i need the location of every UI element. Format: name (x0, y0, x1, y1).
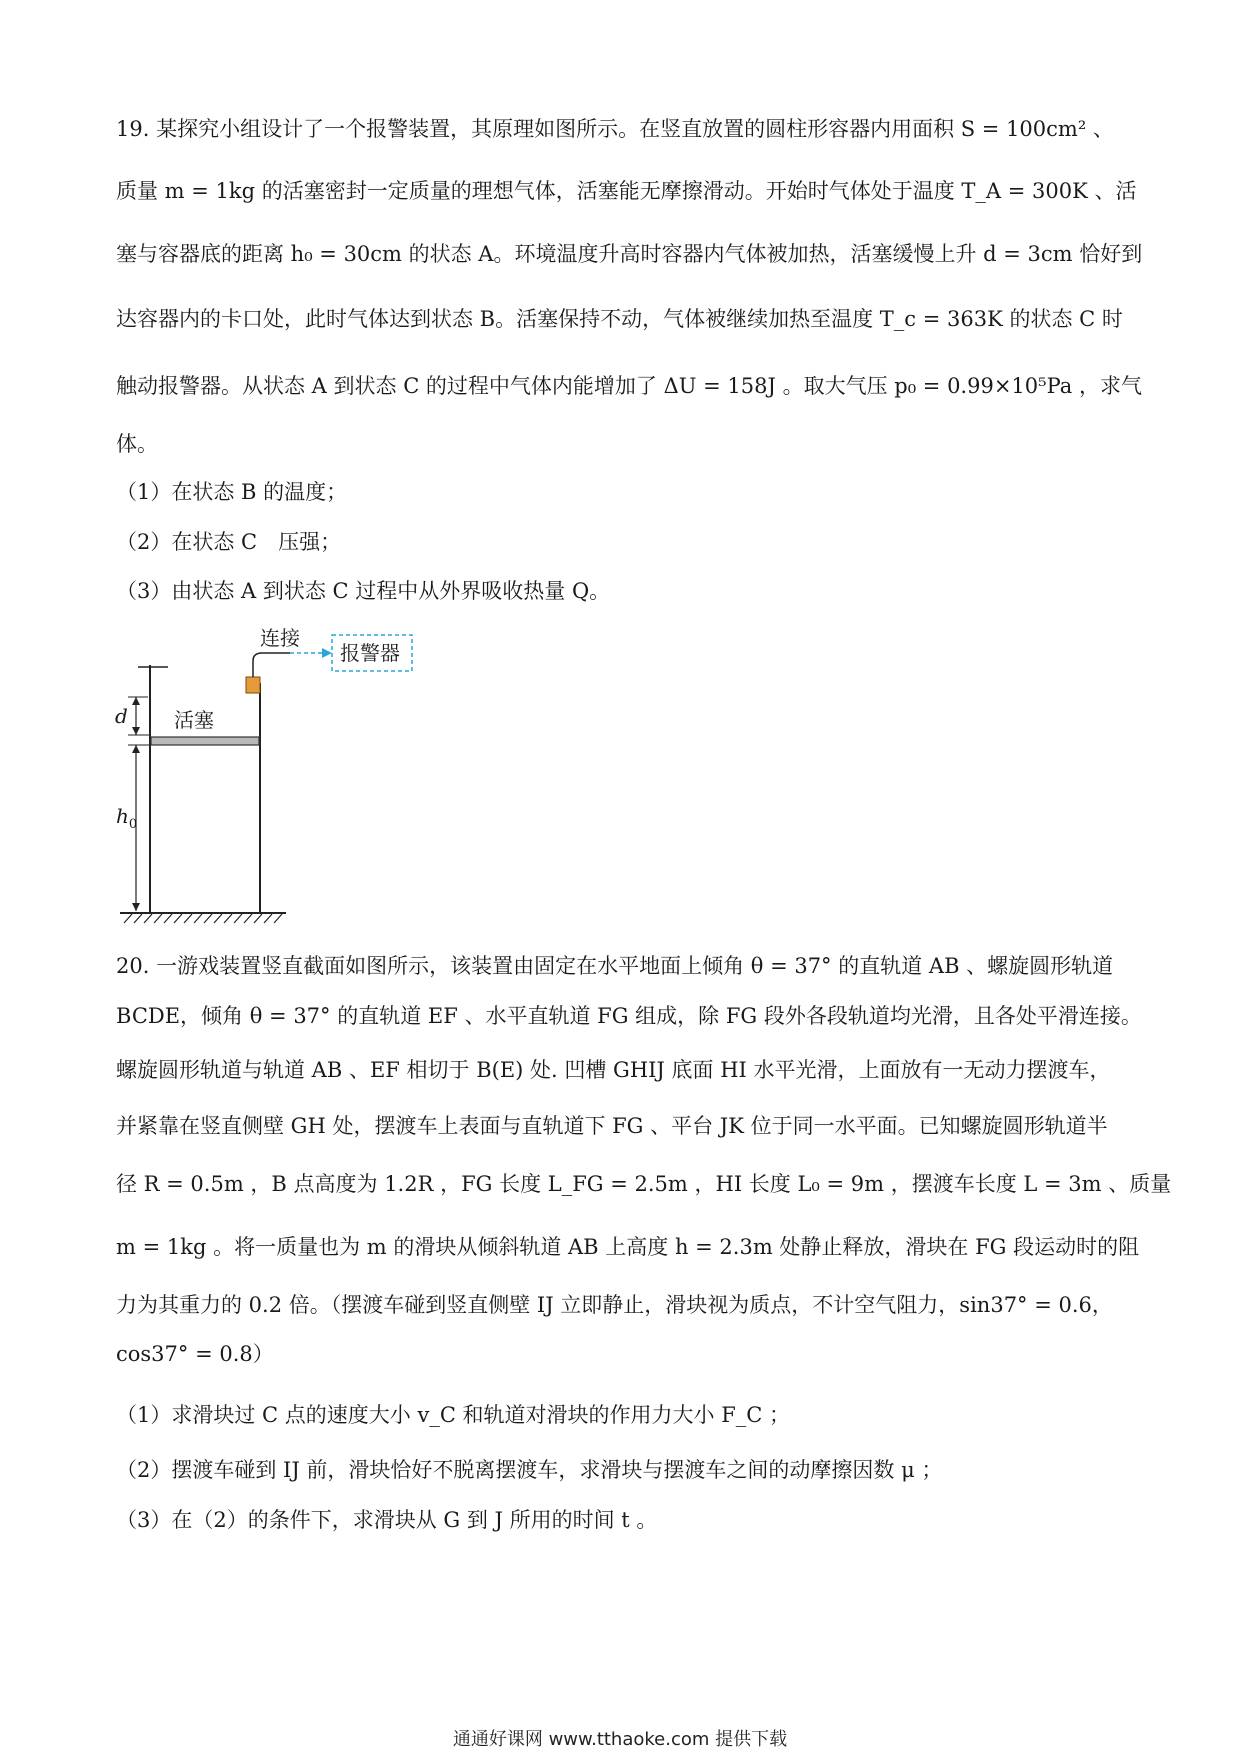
d-label: d (115, 704, 128, 728)
piston-label: 活塞 (174, 708, 214, 732)
q19-line-6: 体。 (116, 432, 158, 456)
footer-text: 通通好课网 www.tthaoke.com 提供下载 (452, 1729, 788, 1750)
q19-line-2: 质量 m = 1kg 的活塞密封一定质量的理想气体，活塞能无摩擦滑动。开始时气体处于温度 T_A = 300K 、活 (116, 179, 1137, 203)
d-arrow-bottom (132, 727, 140, 735)
q20-line-1: 20. 一游戏装置竖直截面如图所示，该装置由固定在水平地面上倾角 θ = 37° 的直轨道 AB 、螺旋圆形轨道 (116, 954, 1114, 978)
q19-line-4: 达容器内的卡口处，此时气体达到状态 B。活塞保持不动，气体被继续加热至温度 T_c = 363K 的状态 C 时 (116, 307, 1123, 331)
q20-part-3: （3）在（2）的条件下，求滑块从 G 到 J 所用的时间 t 。 (116, 1508, 658, 1532)
q19-line-3: 塞与容器底的距离 h₀ = 30cm 的状态 A。环境温度升高时容器内气体被加热，活塞缓慢上升 d = 3cm 恰好到 (116, 242, 1143, 266)
q20-line-6: m = 1kg 。将一质量也为 m 的滑块从倾斜轨道 AB 上高度 h = 2.3m 处静止释放，滑块在 FG 段运动时的阻 (116, 1235, 1140, 1259)
ground-hatching (124, 914, 282, 923)
q20-line-2: BCDE，倾角 θ = 37° 的直轨道 EF 、水平直轨道 FG 组成，除 FG 段外各段轨道均光滑，且各处平滑连接。 (116, 1004, 1142, 1028)
q19-part-2: （2）在状态 C 压强； (116, 530, 342, 554)
q20-line-4: 并紧靠在竖直侧壁 GH 处，摆渡车上表面与直轨道下 FG 、平台 JK 位于同一水平面。已知螺旋圆形轨道半 (116, 1114, 1108, 1138)
q19-figure (110, 625, 430, 935)
d-arrow-top (132, 697, 140, 705)
q20-line-5: 径 R = 0.5m ，B 点高度为 1.2R ，FG 长度 L_FG = 2.5m ，HI 长度 L₀ = 9m ，摆渡车长度 L = 3m 、质量 (116, 1172, 1172, 1196)
connect-arrow-head (322, 648, 332, 658)
h0-label-main: h (116, 804, 129, 828)
piston (151, 737, 259, 745)
q20-line-7: 力为其重力的 0.2 倍。（摆渡车碰到竖直侧壁 IJ 立即静止，滑块视为质点，不计空气阻力，sin37° = 0.6， (116, 1293, 1113, 1317)
q19-line-1: 19. 某探究小组设计了一个报警装置，其原理如图所示。在竖直放置的圆柱形容器内用面积 S = 100cm² 、 (116, 117, 1114, 141)
q19-part-3: （3）由状态 A 到状态 C 过程中从外界吸收热量 Q。 (116, 579, 611, 603)
q20-part-1: （1）求滑块过 C 点的速度大小 v_C 和轨道对滑块的作用力大小 F_C ； (116, 1403, 791, 1427)
h0-arrow-top (132, 745, 140, 753)
alarm-label: 报警器 (340, 641, 400, 665)
q19-line-5: 触动报警器。从状态 A 到状态 C 的过程中气体内能增加了 ΔU = 158J 。取大气压 p₀ = 0.99×10⁵Pa ，求气 (116, 374, 1142, 398)
connect-label: 连接 (260, 626, 300, 650)
h0-label (116, 804, 137, 832)
sensor-block (246, 677, 260, 693)
h0-label-sub: 0 (128, 817, 138, 832)
q20-line-8: cos37° = 0.8） (116, 1342, 274, 1366)
q19-part-1: （1）在状态 B 的温度； (116, 480, 348, 504)
q20-part-2: （2）摆渡车碰到 IJ 前，滑块恰好不脱离摆渡车，求滑块与摆渡车之间的动摩擦因数 μ ； (116, 1458, 943, 1482)
q20-line-3: 螺旋圆形轨道与轨道 AB 、EF 相切于 B(E) 处. 凹槽 GHIJ 底面 HI 水平光滑，上面放有一无动力摆渡车， (116, 1058, 1111, 1082)
h0-arrow-bottom (132, 903, 140, 911)
connect-wire (253, 653, 290, 677)
